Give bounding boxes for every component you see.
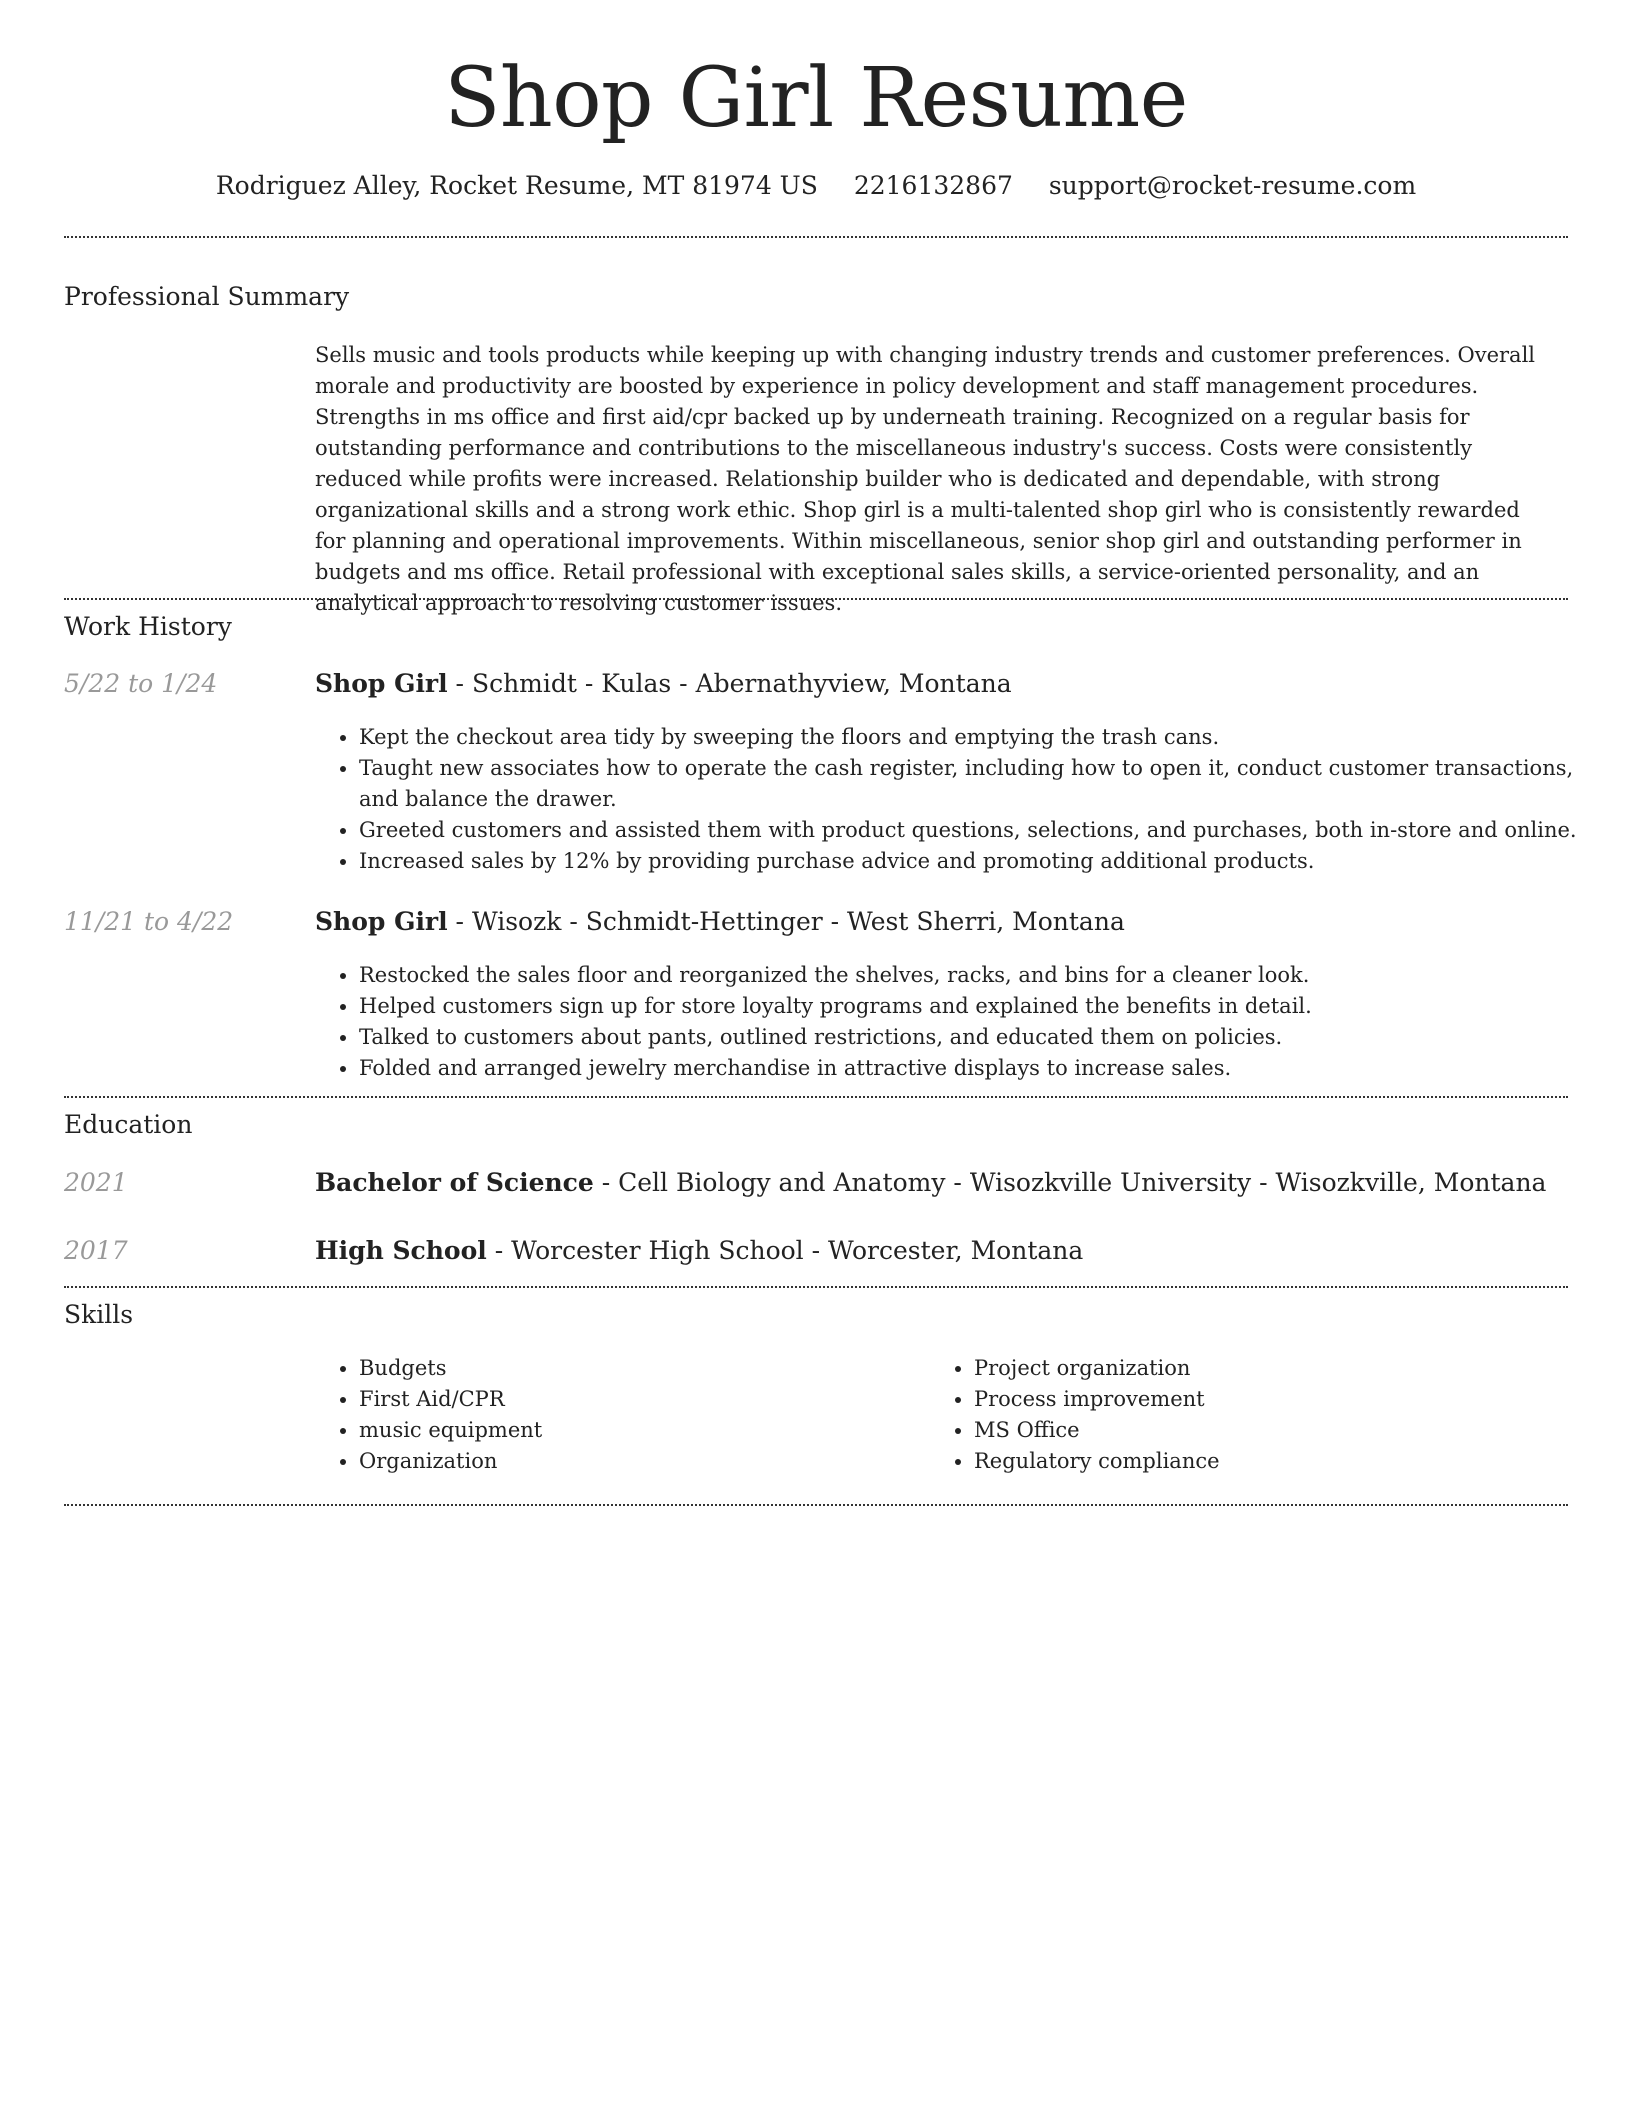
section-title-summary: Professional Summary <box>64 282 350 311</box>
skill-item: • First Aid/CPR <box>359 1384 919 1415</box>
skill-item: • Project organization <box>974 1353 1574 1384</box>
job-bullets <box>315 722 1604 877</box>
list-item: • Restocked the sales floor and reorganized the shelves, racks, and bins for a cleaner look. <box>359 960 1604 991</box>
section-divider <box>64 1504 1568 1506</box>
job-details: - Wisozk - Schmidt-Hettinger - West Sherri, Montana <box>447 907 1125 936</box>
job-dates: 5/22 to 1/24 <box>64 669 218 698</box>
section-title-work-history: Work History <box>64 612 232 641</box>
section-divider <box>64 236 1568 238</box>
section-title-education: Education <box>64 1110 193 1139</box>
skill-item: • Organization <box>359 1446 919 1477</box>
list-item: • Helped customers sign up for store loyalty programs and explained the benefits in detail. <box>359 991 1604 1022</box>
job-details: - Schmidt - Kulas - Abernathyview, Montana <box>447 669 1012 698</box>
job-title <box>315 907 1125 937</box>
section-divider <box>64 598 1568 600</box>
education-year: 2017 <box>64 1236 128 1265</box>
job-role: Shop Girl <box>315 907 448 936</box>
skill-item: • Process improvement <box>974 1384 1574 1415</box>
education-details: - Worcester High School - Worcester, Montana <box>486 1236 1084 1265</box>
job-role: Shop Girl <box>315 669 448 698</box>
section-title-skills: Skills <box>64 1300 134 1329</box>
contact-address: Rodriguez Alley, Rocket Resume, MT 81974 US <box>215 171 818 200</box>
list-item: • Talked to customers about pants, outlined restrictions, and educated them on policies. <box>359 1022 1604 1053</box>
skills-list-right <box>930 1353 1574 1477</box>
skill-item: • Budgets <box>359 1353 919 1384</box>
list-item: • Greeted customers and assisted them with product questions, selections, and purchases, both in-store and online. <box>359 815 1604 846</box>
list-item: • Taught new associates how to operate the cash register, including how to open it, conduct customer transactions, and balance the drawer. <box>359 753 1604 815</box>
skills-list-left <box>315 1353 919 1477</box>
education-entry <box>315 1168 1546 1198</box>
skill-item: • Regulatory compliance <box>974 1446 1574 1477</box>
education-year: 2021 <box>64 1168 128 1197</box>
job-bullets <box>315 960 1604 1084</box>
contact-email: support@rocket-resume.com <box>1048 171 1417 200</box>
resume-name: Shop Girl Resume <box>444 51 1188 146</box>
education-degree: High School <box>315 1236 487 1265</box>
skill-item: • music equipment <box>359 1415 919 1446</box>
contact-phone: 2216132867 <box>853 171 1013 200</box>
job-title <box>315 669 1012 699</box>
education-details: - Cell Biology and Anatomy - Wisozkville University - Wisozkville, Montana <box>593 1168 1547 1197</box>
contact-info <box>0 171 1632 201</box>
education-degree: Bachelor of Science <box>315 1168 594 1197</box>
summary-text: Sells music and tools products while keeping up with changing industry trends and customer preferences. Overall morale and productivity are boosted by experience in policy development and staff management procedures. Strengths in ms office and first aid/cpr backed up by underneath training. Recognized on a regular basis for outstanding performance and contributions to the miscellaneous industry's success. Costs were consistently reduced while profits were increased. Relationship builder who is dedicated and dependable, with strong organizational skills and a strong work ethic. Shop girl is a multi-talented shop girl who is consistently rewarded for planning and operational improvements. Within miscellaneous, senior shop girl and outstanding performer in budgets and ms office. Retail professional with exceptional sales skills, a service-oriented personality, and an analytical approach to resolving customer issues. <box>315 343 1535 615</box>
list-item: • Increased sales by 12% by providing purchase advice and promoting additional products. <box>359 846 1604 877</box>
education-entry <box>315 1236 1083 1266</box>
list-item: • Kept the checkout area tidy by sweeping the floors and emptying the trash cans. <box>359 722 1604 753</box>
job-dates: 11/21 to 4/22 <box>64 907 234 936</box>
section-divider <box>64 1286 1568 1288</box>
section-divider <box>64 1096 1568 1098</box>
list-item: • Folded and arranged jewelry merchandise in attractive displays to increase sales. <box>359 1053 1604 1084</box>
skill-item: • MS Office <box>974 1415 1574 1446</box>
